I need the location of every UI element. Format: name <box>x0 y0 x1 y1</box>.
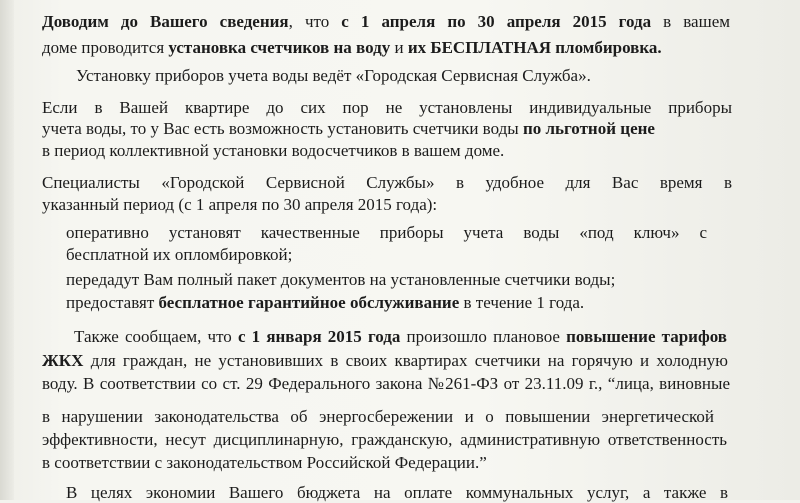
notice-line-1: Доводим до Вашего сведения, что с 1 апреля по 30 апреля 2015 года в вашем <box>42 12 730 31</box>
p3-line-3: в период коллективной установки водосчетчиков в вашем доме. <box>42 141 505 160</box>
p6-line-1: В целях экономии Вашего бюджета на оплате коммунальных услуг, а также в <box>66 483 728 502</box>
list-item-2: передадут Вам полный пакет документов на установленные счетчики воды; <box>66 270 616 289</box>
p5-line-1: Также сообщаем, что с 1 января 2015 года произошло плановое повышение тарифов <box>74 327 727 346</box>
tariff-date: с 1 января 2015 года <box>237 327 401 346</box>
p5-line-5: эффективности, несут дисциплинарную, гражданскую, административную ответственность <box>42 430 727 449</box>
page-edge-shadow <box>0 0 14 500</box>
discount-price: по льготной цене <box>522 119 655 138</box>
p5-line-4: в нарушении законодательства об энергосбережении и о повышении энергетической <box>42 407 714 426</box>
free-warranty: бесплатное гарантийное обслуживание <box>158 293 460 312</box>
p3-line-1: Если в Вашей квартире до сих пор не установлены индивидуальные приборы <box>42 98 732 117</box>
notice-lead: Доводим до Вашего сведения <box>42 12 289 31</box>
p4-line-2: указанный период (с 1 апреля по 30 апреля 2015 года): <box>42 195 438 214</box>
list-item-1-line-1: оперативно установят качественные приборы учета воды «под ключ» с <box>66 223 707 242</box>
list-item-3: предоставят бесплатное гарантийное обслуживание в течение 1 года. <box>66 293 585 312</box>
p3-line-2: учета воды, то у Вас есть возможность установить счетчики воды по льготной цене <box>42 119 655 138</box>
p5-line-3: воду. В соответствии со ст. 29 Федерального закона №261-ФЗ от 23.11.09 г., “лица, виновные <box>42 374 730 393</box>
p5-line-2: ЖКХ для граждан, не установивших в своих квартирах счетчики на горячую и холодную <box>42 351 728 370</box>
list-item-1-line-2: бесплатной их опломбировкой; <box>66 245 293 264</box>
tariff-increase: повышение тарифов <box>566 327 727 346</box>
p5-line-6: в соответствии с законодательством Российской Федерации.” <box>42 453 487 472</box>
provider-line: Установку приборов учета воды ведёт «Городская Сервисная Служба». <box>76 66 591 85</box>
date-range: с 1 апреля по 30 апреля 2015 года <box>341 12 652 31</box>
notice-line-2: доме проводится установка счетчиков на воду и их БЕСПЛАТНАЯ пломбировка. <box>42 38 662 57</box>
p4-line-1: Специалисты «Городской Сервисной Службы» в удобное для Вас время в <box>42 173 732 192</box>
